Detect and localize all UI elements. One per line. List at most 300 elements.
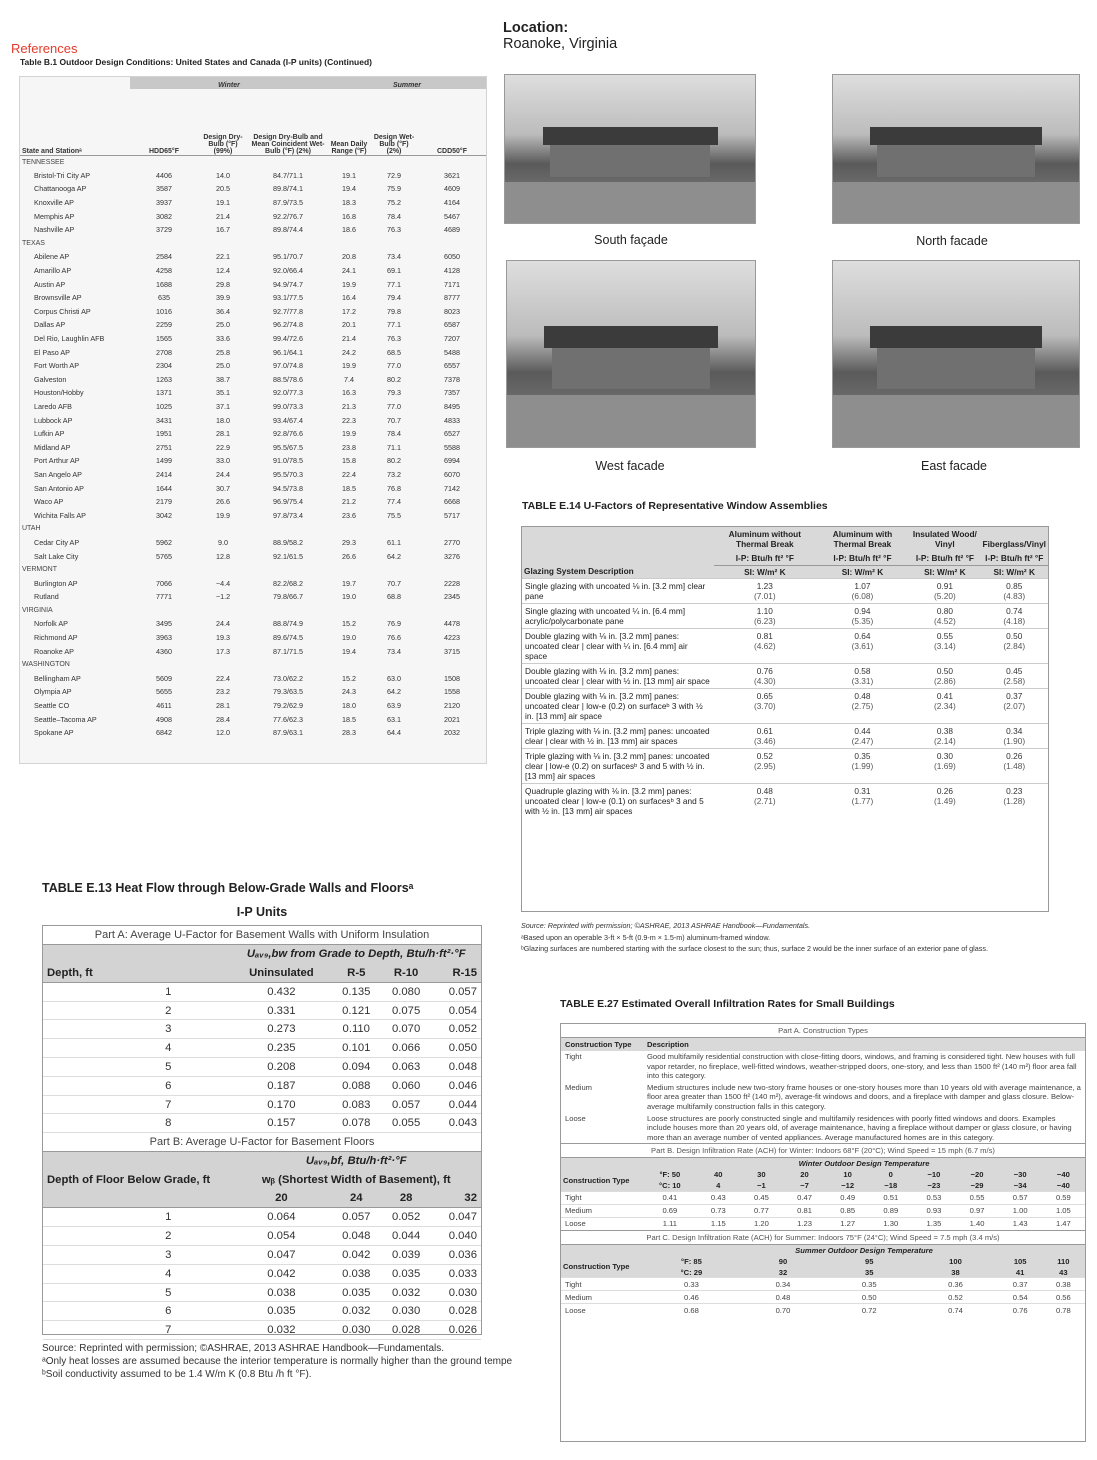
source-note: Source: Reprinted with permission; ©ASHRAE, 2013 ASHRAE Handbook—Fundamentals. [42,1343,445,1354]
si-value: (6.23) [753,616,776,626]
station-name: Rutland [34,592,59,602]
table-cell: 63.9 [387,701,401,711]
infiltration-value: 0.69 [643,1204,697,1217]
ip-value: 0.48 [756,786,773,796]
col-w28: 28 [381,1189,431,1208]
table-cell: 18.5 [342,483,356,493]
depth-value: 2 [43,1227,231,1246]
ip-value: 0.64 [854,631,871,641]
table-cell: 29.8 [216,279,230,289]
station-name: Laredo AFB [34,401,72,411]
ip-value: 0.61 [756,726,773,736]
infiltration-value: 0.45 [740,1191,783,1204]
infiltration-value: 0.50 [826,1291,912,1304]
table-cell: 2304 [156,361,172,371]
table-cell: 76.9 [387,619,401,629]
si-unit: SI: W/m² K [714,566,816,579]
table-cell: 29.3 [342,537,356,547]
table-cell: 15.8 [342,456,356,466]
station-name: San Antonio AP [34,483,84,493]
table-cell: 76.6 [387,633,401,643]
infiltration-value: 0.97 [955,1204,998,1217]
u-factor-value: 0.039 [381,1246,431,1265]
table-cell: 26.6 [342,551,356,561]
table-cell: 76.3 [387,334,401,344]
temperature-header: 41 [999,1267,1042,1278]
table-cell: 3276 [444,551,460,561]
footnote-a: ᵃOnly heat losses are assumed because the interior temperature is normally higher than the ground tempe [42,1356,513,1367]
table-cell: 3937 [156,198,172,208]
station-name: Richmond AP [34,633,78,643]
table-cell: 19.9 [342,361,356,371]
depth-value: 5 [43,1058,231,1077]
glazing-description: Double glazing with ⅛ in. [3.2 mm] panes: uncoated clear | low-e (0.2) on surfaceᵇ 3 with ½ in. [13 mm] air space [522,689,714,724]
table-cell: 16.7 [216,225,230,235]
table-row [522,629,1048,664]
ip-value: 0.26 [1006,751,1023,761]
table-row [561,1217,1085,1230]
table-row [20,590,486,604]
infiltration-value: 1.35 [912,1217,955,1230]
si-value: (3.46) [753,736,776,746]
col-depth: Depth, ft [43,964,231,983]
table-cell: 14.0 [216,170,230,180]
table-cell: 1688 [156,279,172,289]
temperature-header: °C: 29 [643,1267,740,1278]
col-construction-type: Construction Type [561,1038,643,1052]
table-cell: 16.3 [342,388,356,398]
si-value: (2.95) [753,761,776,771]
u-factor-value: 0.273 [231,1020,331,1039]
u-factor-cell [981,629,1049,664]
table-b1-title: Table B.1 Outdoor Design Conditions: United States and Canada (I-P units) (Continued) [20,57,372,67]
col-al-no-break: Aluminum without Thermal Break [714,527,816,551]
state-group-row [20,237,486,251]
station-name: Dallas AP [34,320,66,330]
construction-type: Loose [561,1304,643,1317]
table-cell: 3082 [156,211,172,221]
table-cell: 79.3/63.5 [273,687,303,697]
table-cell: 19.0 [342,633,356,643]
table-row [20,373,486,387]
u-factor-value: 0.030 [381,1302,431,1321]
table-row [20,250,486,264]
si-value: (3.70) [753,701,776,711]
table-cell: 20.1 [342,320,356,330]
u-factor-value: 0.060 [381,1076,431,1095]
si-value: (2.34) [934,701,956,711]
table-cell: 97.0/74.8 [273,361,303,371]
state-group-row [20,604,486,618]
table-cell: 2584 [156,252,172,262]
station-name: Amarillo AP [34,266,72,276]
depth-value: 1 [43,1208,231,1227]
table-cell: 21.4 [342,334,356,344]
infiltration-value: 0.54 [999,1291,1042,1304]
table-row [20,359,486,373]
temperature-header: −20 [955,1169,998,1180]
table-cell: 18.0 [216,415,230,425]
si-unit: SI: W/m² K [816,566,910,579]
table-cell: 22.1 [216,252,230,262]
u-factor-value: 0.157 [231,1114,331,1133]
table-row [522,664,1048,689]
table-cell: 20.5 [216,184,230,194]
glazing-description: Double glazing with ⅛ in. [3.2 mm] panes: uncoated clear | clear with ½ in. [13 mm] air space [522,664,714,689]
u-factor-value: 0.028 [431,1302,481,1321]
state-name: VERMONT [22,566,57,574]
u-factor-value: 0.046 [431,1076,481,1095]
table-cell: 73.4 [387,252,401,262]
table-cell: 76.3 [387,225,401,235]
infiltration-value: 0.41 [643,1191,697,1204]
u-factor-value: 0.026 [431,1321,481,1340]
u-factor-cell [714,579,816,604]
table-cell: 3431 [156,415,172,425]
si-value: (3.31) [851,676,874,686]
temperature-header: −30 [999,1169,1042,1180]
table-row [43,1302,481,1321]
u-factor-value: 0.036 [431,1246,481,1265]
temperature-header: 30 [740,1169,783,1180]
table-cell: 37.1 [216,401,230,411]
temperature-header: 43 [1042,1267,1085,1278]
u-factor-cell [816,664,910,689]
table-cell: 6070 [444,469,460,479]
table-cell: 5588 [444,442,460,452]
station-name: Fort Worth AP [34,361,80,371]
u-factor-value: 0.063 [381,1058,431,1077]
table-cell: 5765 [156,551,172,561]
table-row [20,712,486,726]
u-factor-value: 0.055 [381,1114,431,1133]
u-factor-value: 0.075 [381,1001,431,1020]
table-cell: 6050 [444,252,460,262]
table-cell: 99.4/72.6 [273,334,303,344]
table-cell: 21.4 [216,211,230,221]
ip-value: 0.44 [854,726,871,736]
table-cell: 19.1 [342,170,356,180]
table-cell: 4833 [444,415,460,425]
references-heading: References [11,41,78,56]
table-cell: 4611 [156,701,172,711]
u-factor-value: 0.121 [331,1001,381,1020]
source-note: Source: Reprinted with permission; ©ASHRAE, 2013 ASHRAE Handbook—Fundamentals. [521,921,811,930]
col-description: Description [643,1038,1085,1052]
ip-value: 0.38 [936,726,953,736]
table-cell: 7771 [156,592,172,602]
table-cell: 77.6/62.3 [273,714,303,724]
station-name: Abilene AP [34,252,70,262]
temperature-header: −29 [955,1180,998,1191]
part-a-heading: Part A: Average U-Factor for Basement Walls with Uniform Insulation [43,926,481,945]
part-a-heading: Part A. Construction Types [561,1024,1085,1038]
table-cell: 93.4/67.4 [273,415,303,425]
table-cell: 5655 [156,687,172,697]
table-cell: 1508 [444,673,460,683]
u-factor-cell [816,689,910,724]
depth-value: 6 [43,1076,231,1095]
state-name: VIRGINIA [22,606,53,614]
temperature-header: −10 [912,1169,955,1180]
depth-value: 7 [43,1321,231,1340]
ip-value: 0.30 [936,751,953,761]
table-e13-units: I-P Units [236,905,288,919]
si-value: (4.52) [934,616,956,626]
table-cell: −1.2 [215,592,231,602]
table-cell: 89.6/74.5 [273,633,303,643]
table-row [43,1283,481,1302]
si-value: (1.69) [934,761,956,771]
depth-value: 1 [43,982,231,1001]
table-cell: 25.8 [216,347,230,357]
table-cell: 97.8/73.4 [273,510,303,520]
u-factor-value: 0.035 [231,1302,331,1321]
table-cell: 22.9 [216,442,230,452]
u-factor-value: 0.066 [381,1039,431,1058]
table-row [522,604,1048,629]
part-b-band: Winter Outdoor Design Temperature [643,1158,1085,1170]
u-factor-value: 0.432 [231,982,331,1001]
u-factor-value: 0.052 [381,1208,431,1227]
temperature-header: 90 [740,1256,826,1267]
state-group-row [20,155,486,169]
si-value: (5.35) [851,616,874,626]
state-name: TENNESSEE [22,158,65,166]
table-row [20,536,486,550]
station-name: Spokane AP [34,728,74,738]
infiltration-value: 0.74 [912,1304,998,1317]
table-cell: 92.8/76.6 [273,429,303,439]
table-cell: 1371 [156,388,172,398]
table-cell: 1565 [156,334,172,344]
si-value: (1.49) [934,796,956,806]
table-cell: 12.8 [216,551,230,561]
u-factor-value: 0.110 [331,1020,381,1039]
si-value: (2.75) [851,701,874,711]
table-cell: 36.4 [216,306,230,316]
table-e27 [560,1023,1086,1442]
ip-unit: I-P: Btu/h ft² °F [981,551,1049,566]
table-row [20,182,486,196]
infiltration-value: 0.46 [643,1291,740,1304]
table-cell: 18.6 [342,225,356,235]
table-e13 [42,925,482,1335]
table-row [43,982,481,1001]
table-cell: 79.3 [387,388,401,398]
infiltration-value: 1.15 [697,1217,740,1230]
state-group-row [20,658,486,672]
table-row [43,1058,481,1077]
location-value: Roanoke, Virginia [503,36,618,52]
glazing-description: Triple glazing with ⅛ in. [3.2 mm] panes: uncoated clear | clear with ½ in. [13 mm] air spaces [522,724,714,749]
col-uninsulated: Uninsulated [231,964,331,983]
glazing-description: Single glazing with uncoated ¼ in. [6.4 mm] acrylic/polycarbonate pane [522,604,714,629]
table-row [20,631,486,645]
table-cell: 23.6 [342,510,356,520]
table-cell: 73.0/62.2 [273,673,303,683]
col-w24: 24 [331,1189,381,1208]
infiltration-value: 1.05 [1042,1204,1085,1217]
table-e13-notes [42,1342,562,1381]
station-name: Corpus Christi AP [34,306,91,316]
ip-value: 0.52 [756,751,773,761]
table-row [20,685,486,699]
table-row [20,209,486,223]
table-row [20,468,486,482]
si-value: (1.48) [1003,761,1026,771]
u-factor-value: 0.054 [431,1001,481,1020]
table-cell: 80.2 [387,456,401,466]
part-b-heading: Part B: Average U-Factor for Basement Floors [43,1133,481,1152]
infiltration-value: 0.59 [1042,1191,1085,1204]
u-factor-cell [714,629,816,664]
si-value: (1.99) [851,761,874,771]
construction-description: Loose structures are poorly constructed single and multifamily residences with poorly fitted windows and doors. Examples include houses more than 20 years old, of average maintenance, having a fireplace without damper or glass closure, or having more than an average number of vented appliances. Average manufactured homes are in this category. [647,1113,1072,1142]
table-cell: 28.1 [216,429,230,439]
si-value: (4.30) [753,676,776,686]
table-cell: 4164 [444,198,460,208]
table-cell: 7.4 [344,374,354,384]
table-cell: 6842 [156,728,172,738]
u-factor-value: 0.057 [431,982,481,1001]
si-value: (2.47) [851,736,874,746]
u-factor-cell [714,724,816,749]
col-cdd: CDD50°F [436,147,468,155]
si-unit: SI: W/m² K [909,566,980,579]
ip-value: 0.35 [854,751,871,761]
table-row [20,549,486,563]
table-cell: 1951 [156,429,172,439]
table-cell: 3042 [156,510,172,520]
table-cell: 24.4 [216,619,230,629]
table-cell: 2770 [444,537,460,547]
u-factor-cell [816,579,910,604]
table-e13-title: TABLE E.13 Heat Flow through Below-Grade Walls and Floorsᵃ [42,881,414,895]
col-r5: R-5 [331,964,381,983]
u-factor-value: 0.032 [381,1283,431,1302]
ip-value: 0.23 [1006,786,1023,796]
u-factor-cell [909,664,980,689]
col-w32: 32 [431,1189,481,1208]
west-facade-photo [506,260,756,448]
table-cell: 1263 [156,374,172,384]
table-cell: −4.4 [215,578,231,588]
table-cell: 75.9 [387,184,401,194]
station-name: Chattanooga AP [34,184,87,194]
footnote-b: ᵇSoil conductivity assumed to be 1.4 W/m K (0.8 Btu /h ft °F). [42,1369,312,1380]
table-row [20,726,486,740]
u-factor-value: 0.057 [381,1095,431,1114]
table-row [522,689,1048,724]
table-cell: 5488 [444,347,460,357]
table-cell: 19.4 [342,646,356,656]
table-cell: 8023 [444,306,460,316]
table-cell: 2345 [444,592,460,602]
u-factor-value: 0.094 [331,1058,381,1077]
station-name: Seattle CO [34,701,70,711]
station-name: Galveston [34,374,67,384]
col-glazing-desc: Glazing System Description [522,527,714,579]
si-value: (1.90) [1003,736,1026,746]
table-cell: 24.4 [216,469,230,479]
u-factor-value: 0.170 [231,1095,331,1114]
si-value: (2.86) [934,676,956,686]
station-name: Houston/Hobby [34,388,84,398]
state-group-row [20,563,486,577]
si-value: (4.83) [1003,591,1026,601]
temperature-header: 100 [912,1256,998,1267]
table-cell: 77.0 [387,361,401,371]
ip-unit: I-P: Btu/h ft² °F [909,551,980,566]
u-factor-value: 0.047 [231,1246,331,1265]
temperature-header: 20 [783,1169,826,1180]
si-value: (6.08) [851,591,874,601]
table-cell: 79.8/66.7 [273,592,303,602]
table-cell: 94.5/73.8 [273,483,303,493]
col-hdd: HDD65°F [148,147,180,155]
table-cell: 7142 [444,483,460,493]
footnote-b: ᵇGlazing surfaces are numbered starting with the surface closest to the sun; thus, surface 2 would be the inner surface of an exterior pane of glass. [521,944,988,953]
construction-type-row [561,1113,1085,1144]
table-cell: 6668 [444,497,460,507]
station-name: Nashville AP [34,225,75,235]
table-cell: 88.5/78.6 [273,374,303,384]
depth-value: 7 [43,1095,231,1114]
temperature-header: 105 [999,1256,1042,1267]
table-cell: 78.4 [387,211,401,221]
construction-description: Medium structures include new two-story frame houses or one-story houses more than 10 years old with average maintenance, a floor area greater than 1500 ft² (140 m²), average-fit windows and doors, and a fireplace with damper and glass closure. Below-average multifamily construction falls in this category. [647,1082,1081,1111]
table-cell: 7378 [444,374,460,384]
table-cell: 38.7 [216,374,230,384]
col-floor-depth: Depth of Floor Below Grade, ft [43,1152,231,1208]
table-cell: 8777 [444,293,460,303]
state-name: TEXAS [22,239,45,247]
table-row [43,1001,481,1020]
table-cell: 6527 [444,429,460,439]
temperature-header: −34 [999,1180,1042,1191]
table-cell: 1499 [156,456,172,466]
table-cell: 17.3 [216,646,230,656]
temperature-header: 38 [912,1267,998,1278]
table-cell: 22.4 [216,673,230,683]
table-row [43,1020,481,1039]
table-row [20,440,486,454]
table-row [20,332,486,346]
infiltration-value: 0.47 [783,1191,826,1204]
south-facade-caption: South façade [594,233,668,247]
table-cell: 2120 [444,701,460,711]
table-cell: 75.2 [387,198,401,208]
table-cell: 61.1 [387,537,401,547]
col-w20: 20 [231,1189,331,1208]
table-cell: 4128 [444,266,460,276]
table-row [43,1208,481,1227]
part-b-heading: Part B. Design Infiltration Rate (ACH) for Winter: Indoors 68°F (20°C); Wind Speed = 15 mph (6.7 m/s) [561,1144,1085,1158]
table-cell: 64.4 [387,728,401,738]
table-cell: 7066 [156,578,172,588]
ip-unit: I-P: Btu/h ft² °F [816,551,910,566]
table-cell: 635 [158,293,170,303]
table-cell: 6557 [444,361,460,371]
table-e14 [521,526,1049,912]
u-factor-cell [714,784,816,819]
table-cell: 2228 [444,578,460,588]
si-value: (3.14) [934,641,956,651]
ip-value: 0.74 [1006,606,1023,616]
construction-type: Medium [561,1204,643,1217]
table-cell: 6994 [444,456,460,466]
